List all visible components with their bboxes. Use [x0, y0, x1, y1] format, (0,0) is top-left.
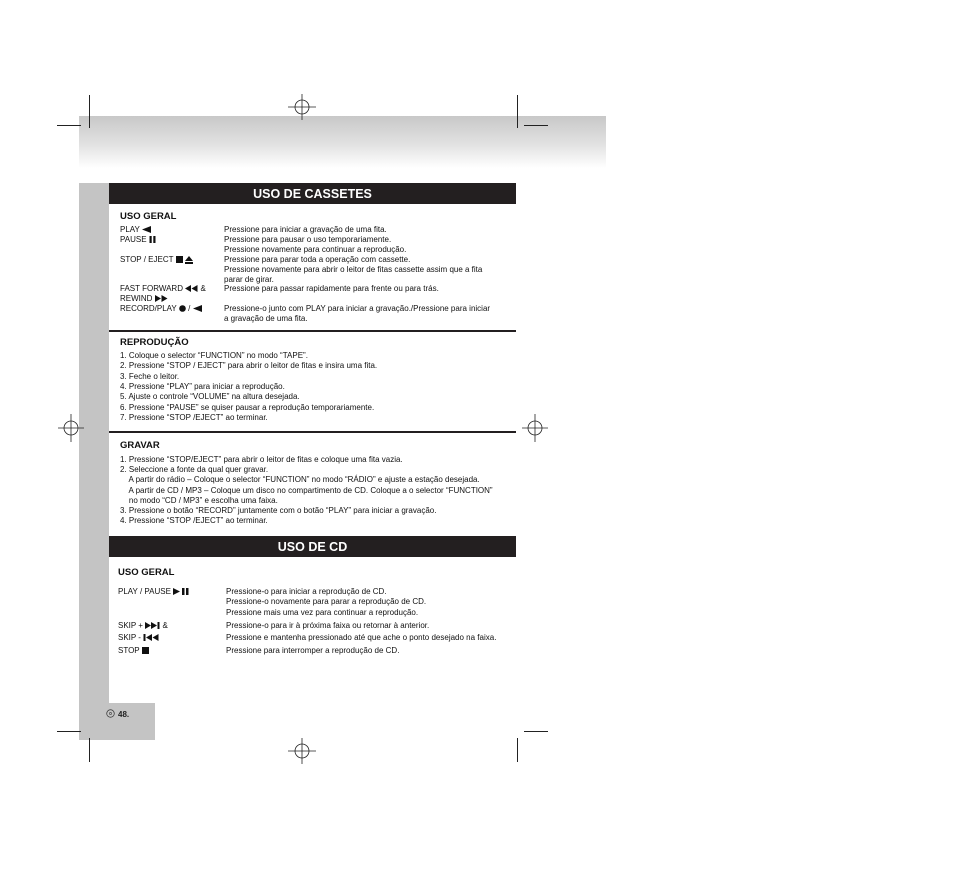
cassette-general-heading: USO GERAL [120, 211, 177, 222]
pause-label [120, 235, 156, 245]
cassette-section-banner: USO DE CASSETES [109, 183, 516, 204]
skip-minus-label [118, 633, 159, 643]
play-label [120, 225, 151, 235]
playback-step: 1. Coloque o selector “FUNCTION” no modo “TAPE”. [120, 351, 308, 360]
crop-mark [89, 95, 90, 128]
stop-eject-label-text: STOP / EJECT [120, 255, 174, 264]
header-gradient-band [79, 116, 606, 168]
cassette-desc: a gravação de uma fita. [224, 314, 308, 323]
record-step: 4. Pressione “STOP /EJECT” ao terminar. [120, 516, 268, 525]
record-step: A partir do rádio – Coloque o selector “FUNCTION” no modo “RÁDIO” e ajuste a estação desejada. [120, 475, 480, 484]
page-number-box [79, 703, 155, 740]
left-gray-margin [79, 183, 109, 713]
disc-icon [106, 709, 115, 718]
record-heading: GRAVAR [120, 440, 160, 451]
playback-step: 6. Pressione “PAUSE” se quiser pausar a reprodução temporariamente. [120, 403, 375, 412]
cd-desc: Pressione-o para ir à próxima faixa ou retornar à anterior. [226, 621, 430, 630]
record-step: 2. Seleccione a fonte da qual quer gravar. [120, 465, 269, 474]
cassette-desc: Pressione para parar toda a operação com cassette. [224, 255, 411, 264]
skip-next-icon [145, 622, 160, 629]
crop-mark [57, 731, 81, 732]
stop-icon [176, 256, 183, 263]
cassette-desc: parar de girar. [224, 275, 274, 284]
playback-step: 3. Feche o leitor. [120, 372, 180, 381]
cd-desc: Pressione e mantenha pressionado até que ache o ponto desejado na faixa. [226, 633, 497, 642]
ff-label-text: FAST FORWARD [120, 284, 183, 293]
cassette-desc: Pressione novamente para continuar a reprodução. [224, 245, 407, 254]
page-number: 48. [118, 710, 130, 719]
record-label-text: RECORD/PLAY [120, 304, 177, 313]
playback-step: 5. Ajuste o controle “VOLUME” na altura desejada. [120, 392, 300, 401]
cd-stop-text: STOP [118, 646, 140, 655]
playback-heading: REPRODUÇÃO [120, 337, 189, 348]
eject-icon [185, 256, 193, 264]
rewind-label [120, 294, 168, 304]
rewind-label-text: REWIND [120, 294, 153, 303]
skip-previous-icon [143, 634, 159, 641]
cd-desc: Pressione-o para iniciar a reprodução de CD. [226, 587, 387, 596]
cassette-desc: Pressione para pausar o uso temporariamente. [224, 235, 392, 244]
skip-plus-label [118, 621, 168, 631]
play-pause-icon [173, 588, 189, 595]
forward-arrows-icon [155, 295, 168, 302]
section-divider [109, 431, 516, 433]
registration-mark-left [58, 412, 84, 444]
cassette-desc: Pressione-o junto com PLAY para iniciar a gravação./Pressione para iniciar [224, 304, 491, 313]
playback-step: 2. Pressione “STOP / EJECT” para abrir o leitor de fitas e insira uma fita. [120, 361, 378, 370]
registration-mark-top [286, 94, 318, 120]
pause-icon [149, 236, 156, 243]
cd-section-banner: USO DE CD [109, 536, 516, 557]
crop-mark [517, 738, 518, 762]
stop-icon [142, 647, 149, 654]
record-play-label [120, 304, 202, 314]
cd-desc: Pressione mais uma vez para continuar a reprodução. [226, 608, 419, 617]
record-icon [179, 305, 186, 312]
cd-desc: Pressione para interromper a reprodução de CD. [226, 646, 400, 655]
play-reverse-icon [193, 305, 202, 312]
crop-mark [524, 731, 548, 732]
playback-step: 7. Pressione “STOP /EJECT” ao terminar. [120, 413, 268, 422]
skip-minus-text: SKIP - [118, 633, 141, 642]
record-step: A partir de CD / MP3 – Coloque um disco no compartimento de CD. Coloque a o selector “FUNCTION” [120, 486, 493, 495]
ff-ampersand: & [200, 284, 206, 293]
fast-forward-label [120, 284, 206, 294]
cd-play-pause-label [118, 587, 189, 597]
registration-mark-bottom [286, 738, 318, 764]
section-divider [109, 330, 516, 332]
play-reverse-icon [142, 226, 151, 233]
play-label-text: PLAY [120, 225, 140, 234]
record-separator: / [188, 304, 191, 313]
record-step: 3. Pressione o botão “RECORD” juntamente com o botão “PLAY” para iniciar a gravação. [120, 506, 437, 515]
crop-mark [524, 125, 548, 126]
cd-general-heading: USO GERAL [118, 567, 175, 578]
registration-mark-right [522, 412, 548, 444]
skip-plus-text: SKIP + [118, 621, 143, 630]
crop-mark [89, 738, 90, 762]
cd-play-pause-text: PLAY / PAUSE [118, 587, 171, 596]
cassette-desc: Pressione para passar rapidamente para frente ou para trás. [224, 284, 439, 293]
playback-step: 4. Pressione “PLAY” para iniciar a reprodução. [120, 382, 285, 391]
cassette-desc: Pressione novamente para abrir o leitor de fitas cassette assim que a fita [224, 265, 483, 274]
cassette-desc: Pressione para iniciar a gravação de uma fita. [224, 225, 387, 234]
cd-desc: Pressione-o novamente para parar a reprodução de CD. [226, 597, 427, 606]
skip-ampersand: & [162, 621, 168, 630]
record-step: 1. Pressione “STOP/EJECT” para abrir o leitor de fitas e coloque uma fita vazia. [120, 455, 403, 464]
rewind-arrows-icon [185, 285, 198, 292]
pause-label-text: PAUSE [120, 235, 147, 244]
cd-stop-label [118, 646, 149, 656]
crop-mark [517, 95, 518, 128]
record-step: no modo “CD / MP3” e escolha uma faixa. [120, 496, 278, 505]
stop-eject-label [120, 255, 193, 265]
crop-mark [57, 125, 81, 126]
